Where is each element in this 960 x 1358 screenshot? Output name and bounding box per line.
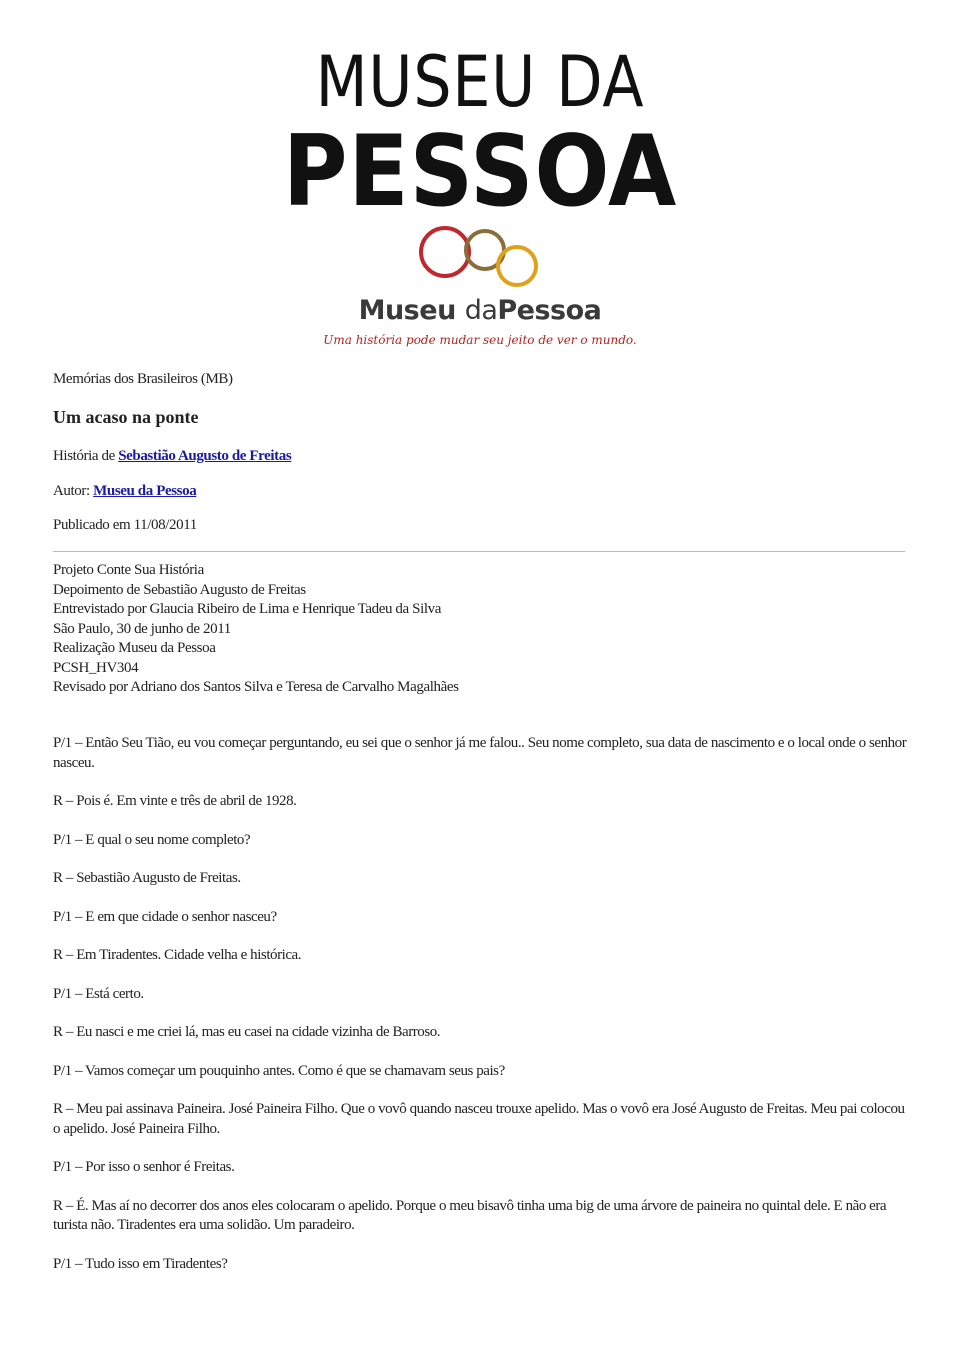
brand-name-part1: Museu	[358, 295, 456, 326]
transcript-paragraph: R – Em Tiradentes. Cidade velha e histórica.	[53, 947, 302, 963]
author-prefix: Autor:	[53, 483, 94, 499]
brand-name	[0, 295, 960, 326]
credit-line: Revisado por Adriano dos Santos Silva e Teresa de Carvalho Magalhães	[53, 679, 459, 695]
transcript-paragraph: P/1 – Por isso o senhor é Freitas.	[53, 1159, 235, 1175]
credits-block	[53, 561, 459, 698]
credit-line: PCSH_HV304	[53, 659, 139, 676]
brand-tagline: Uma história pode mudar seu jeito de ver o mundo.	[323, 333, 637, 347]
author-line	[53, 483, 196, 500]
rings-logo-icon	[413, 222, 543, 298]
transcript	[53, 734, 909, 1293]
transcript-paragraph: R – Sebastião Augusto de Freitas.	[53, 870, 241, 886]
credit-line: Entrevistado por Glaucia Ribeiro de Lima e Henrique Tadeu da Silva	[53, 601, 441, 617]
story-by-prefix: História de	[53, 448, 119, 464]
story-author-link[interactable]: Sebastião Augusto de Freitas	[118, 448, 292, 464]
credit-line: São Paulo, 30 de junho de 2011	[53, 620, 231, 637]
divider	[53, 551, 905, 552]
brand-name-part3: Pessoa	[497, 295, 602, 326]
story-title: Um acaso na ponte	[53, 407, 199, 427]
brand-name-part2: da	[464, 295, 498, 326]
transcript-paragraph: P/1 – Está certo.	[53, 985, 144, 1002]
transcript-paragraph: P/1 – Tudo isso em Tiradentes?	[53, 1255, 228, 1272]
transcript-paragraph: R – Meu pai assinava Paineira. José Paineira Filho. Que o vovô quando nasceu trouxe apelido. Mas o vovô era José Augusto de Freitas. Meu pai colocou o apelido. José Paineira Filho.	[53, 1101, 905, 1137]
credit-line: Depoimento de Sebastião Augusto de Freitas	[53, 581, 306, 598]
transcript-paragraph: R – Pois é. Em vinte e três de abril de 1928.	[53, 793, 297, 809]
credit-line: Realização Museu da Pessoa	[53, 640, 216, 656]
transcript-paragraph: P/1 – E qual o seu nome completo?	[53, 831, 251, 848]
transcript-paragraph: R – É. Mas aí no decorrer dos anos eles colocaram o apelido. Porque o meu bisavô tinha uma big de uma árvore de paineira no quintal dele. E não era turista não. Tiradentes era uma solidão. Um paradeiro.	[53, 1197, 887, 1233]
credit-line: Projeto Conte Sua História	[53, 562, 204, 578]
transcript-paragraph: P/1 – Vamos começar um pouquinho antes. Como é que se chamavam seus pais?	[53, 1062, 505, 1079]
story-by	[53, 448, 291, 465]
logo-title-line1: MUSEU DA	[315, 41, 645, 123]
collection-name: Memórias dos Brasileiros (MB)	[53, 371, 233, 387]
transcript-paragraph: R – Eu nasci e me criei lá, mas eu casei na cidade vizinha de Barroso.	[53, 1024, 441, 1040]
transcript-paragraph: P/1 – Então Seu Tião, eu vou começar perguntando, eu sei que o senhor já me falou.. Seu nome completo, sua data de nascimento e o local onde o senhor nasceu.	[53, 735, 907, 771]
transcript-paragraph: P/1 – E em que cidade o senhor nasceu?	[53, 908, 277, 925]
logo-title-line2: PESSOA	[282, 115, 678, 229]
published-date: Publicado em 11/08/2011	[53, 517, 197, 533]
author-link[interactable]: Museu da Pessoa	[93, 483, 197, 499]
